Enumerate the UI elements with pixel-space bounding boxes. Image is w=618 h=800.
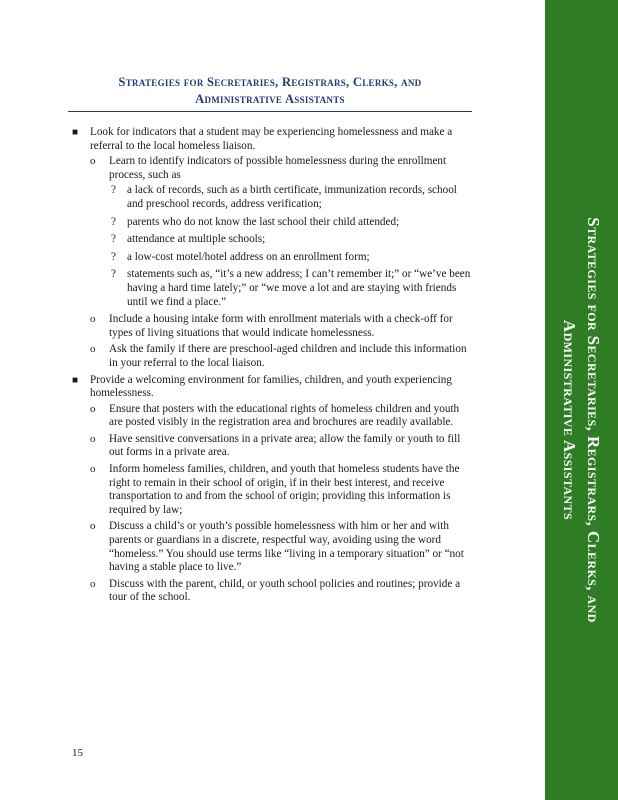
indicator-item: [109, 268, 472, 309]
side-banner-line1: Strategies for Secretaries, Registrars, Clerks, and: [584, 217, 603, 623]
circle-bullet-icon: o: [90, 520, 96, 533]
indicator-item: [109, 184, 472, 211]
circle-bullet-icon: o: [90, 155, 96, 168]
sub-strategy-item: [90, 520, 472, 574]
circle-bullet-icon: o: [90, 313, 96, 326]
main-content: [72, 126, 472, 608]
sub-strategy-text: Learn to identify indicators of possible homelessness during the enrollment process, such as: [109, 155, 447, 181]
page-number: 15: [72, 747, 83, 759]
circle-bullet-icon: o: [90, 463, 96, 476]
sub-strategy-list: [90, 403, 472, 605]
sub-strategy-item: [90, 155, 472, 309]
indicator-text: a low-cost motel/hotel address on an enrollment form;: [127, 250, 370, 263]
sub-strategy-text: Discuss with the parent, child, or youth school policies and routines; provide a tour of the school.: [109, 577, 461, 604]
indicator-text: statements such as, “it’s a new address; I can’t remember it;” or “we’ve been having a hard time lately;” or “we move a lot and are staying with friends until we find a place.”: [127, 268, 471, 308]
circle-bullet-icon: o: [90, 577, 96, 590]
sub-strategy-item: [90, 403, 472, 430]
sub-strategy-item: [90, 578, 472, 605]
page-title: [70, 74, 470, 108]
sub-strategy-item: [90, 343, 472, 370]
square-bullet-icon: ■: [72, 374, 79, 386]
title-divider: [68, 111, 472, 112]
indicator-text: parents who do not know the last school their child attended;: [127, 215, 400, 228]
strategy-item-identify: [72, 126, 472, 371]
sub-strategy-text: Ensure that posters with the educational rights of homeless children and youth are posted visibly in the registration area and brochures are readily available.: [109, 402, 460, 429]
strategy-item-welcoming: [72, 374, 472, 606]
page-title-line1: Strategies for Secretaries, Registrars, Clerks, and: [118, 75, 422, 89]
strategy-list: [72, 126, 472, 605]
sub-strategy-item: [90, 463, 472, 517]
sub-strategy-list: [90, 155, 472, 370]
bullet-icon: ?: [111, 233, 116, 246]
sub-strategy-text: Include a housing intake form with enrollment materials with a check-off for types of living situations that would indicate homelessness.: [109, 313, 453, 339]
sub-strategy-item: [90, 433, 472, 460]
strategy-text: Look for indicators that a student may be experiencing homelessness and make a referral to the local homeless liaison.: [90, 126, 453, 152]
indicator-item: [109, 216, 472, 230]
square-bullet-icon: ■: [72, 127, 79, 138]
sub-strategy-text: Ask the family if there are preschool-aged children and include this information in your referral to the local liaison.: [109, 343, 467, 369]
indicator-item: [109, 251, 472, 265]
indicator-text: attendance at multiple schools;: [127, 233, 266, 246]
circle-bullet-icon: o: [90, 343, 96, 356]
strategy-text: Provide a welcoming environment for families, children, and youth experiencing homelessness.: [90, 373, 452, 400]
bullet-icon: ?: [111, 250, 116, 263]
page-title-line2: Administrative Assistants: [195, 92, 345, 106]
circle-bullet-icon: o: [90, 432, 96, 445]
side-banner-title-text: [557, 140, 605, 700]
bullet-icon: ?: [111, 184, 116, 197]
indicator-item: [109, 233, 472, 247]
sub-strategy-item: [90, 313, 472, 340]
bullet-icon: ?: [111, 268, 116, 281]
indicator-text: a lack of records, such as a birth certificate, immunization records, school and preschool records, address verification;: [127, 184, 457, 210]
side-banner-line2: Administrative Assistants: [560, 319, 579, 521]
bullet-icon: ?: [111, 215, 116, 228]
indicator-list: [109, 184, 472, 309]
circle-bullet-icon: o: [90, 402, 96, 415]
sub-strategy-text: Have sensitive conversations in a private area; allow the family or youth to fill out forms in a private area.: [109, 432, 461, 459]
sub-strategy-text: Discuss a child’s or youth’s possible homelessness with him or her and with parents or guardians in a discrete, respectful way, avoiding using the word “homeless.” You should use terms like “living in a temporary situation” or “not having a stable place to live.”: [109, 520, 464, 574]
sub-strategy-text: Inform homeless families, children, and youth that homeless students have the right to remain in their school of origin, if in their best interest, and receive transportation to and from the school of origin; providing this information is required by law;: [109, 463, 460, 516]
